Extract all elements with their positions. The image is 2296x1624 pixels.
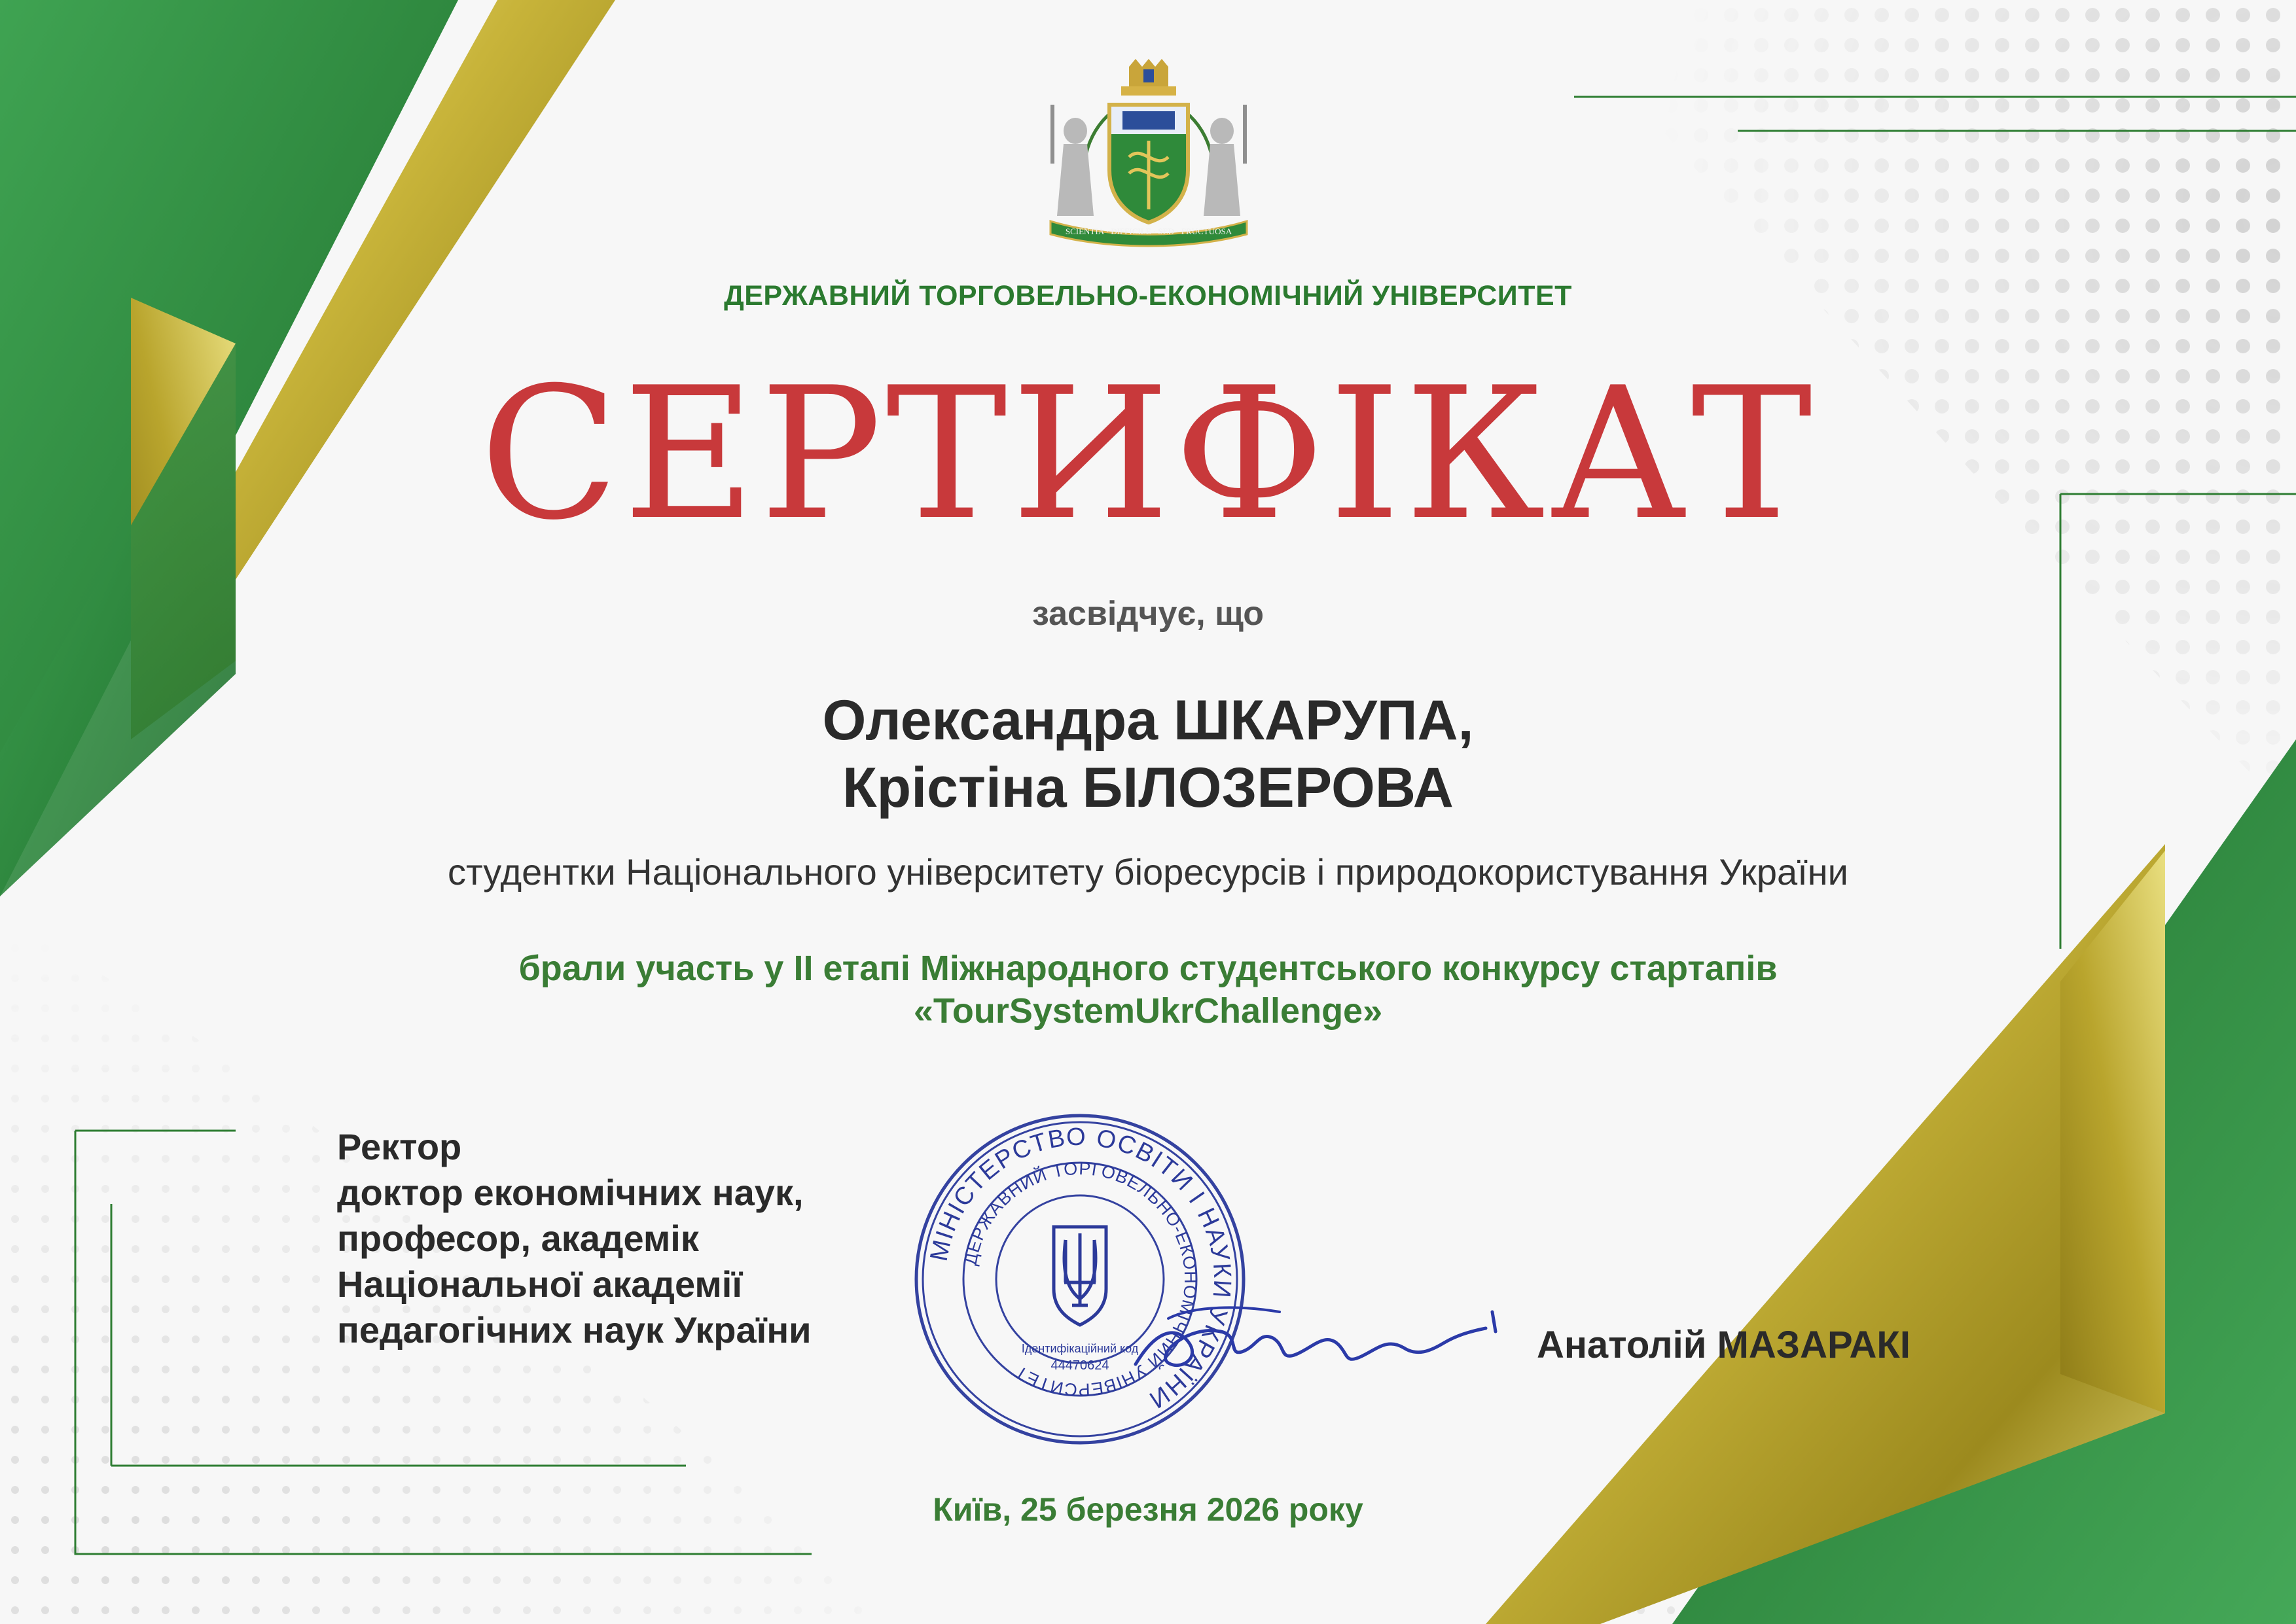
rector-title [337, 1124, 812, 1353]
seal-code: 44470624 [1050, 1358, 1109, 1373]
seal-code-label: Ідентифікаційний код [1021, 1342, 1139, 1355]
contest-line-2: «TourSystemUkrChallenge» [913, 991, 1383, 1031]
rector-title-line-2: доктор економічних наук, [337, 1172, 804, 1213]
contest-line-1: брали участь у ІІ етапі Міжнародного студентського конкурсу стартапів [518, 949, 1778, 988]
recipient-name-2: Крістіна БІЛОЗЕРОВА [842, 756, 1454, 820]
students-affiliation: студентки Національного університету біоресурсів і природокористування України [448, 851, 1848, 892]
contest-description [0, 947, 2296, 1033]
issue-date: Київ, 25 березня 2026 року [933, 1491, 1363, 1528]
certifies-text: засвідчує, що [1031, 595, 1265, 633]
rector-title-line-3: професор, академік [337, 1218, 699, 1259]
certificate-title: СЕРТИФІКАТ [479, 348, 1817, 560]
rector-title-line-4: Національної академії [337, 1263, 743, 1305]
seal-inner-text: ДЕРЖАВНИЙ ТОРГОВЕЛЬНО-ЕКОНОМІЧНИЙ УНІВЕРСИТЕТ [960, 1158, 1201, 1400]
rector-title-line-5: педагогічних наук України [337, 1309, 812, 1350]
emblem-motto: SCIENTIA · DIFFICILE · SED · FRUCTUOSA [1065, 226, 1232, 236]
seal-outer-text: МІНІСТЕРСТВО ОСВІТИ І НАУКИ УКРАЇНИ [925, 1123, 1236, 1414]
recipient-name-1: Олександра ШКАРУПА, [822, 689, 1474, 752]
recipient-names [0, 687, 2296, 822]
university-coat-of-arms-icon [1037, 59, 1260, 249]
trident-icon [1054, 1227, 1106, 1325]
rector-signature [1129, 1286, 1502, 1390]
university-name: ДЕРЖАВНИЙ ТОРГОВЕЛЬНО-ЕКОНОМІЧНИЙ УНІВЕРСИТЕТ [724, 280, 1572, 311]
rector-name: Анатолій МАЗАРАКІ [1537, 1324, 1910, 1366]
official-seal [910, 1109, 1250, 1449]
rector-title-line-1: Ректор [337, 1126, 462, 1167]
